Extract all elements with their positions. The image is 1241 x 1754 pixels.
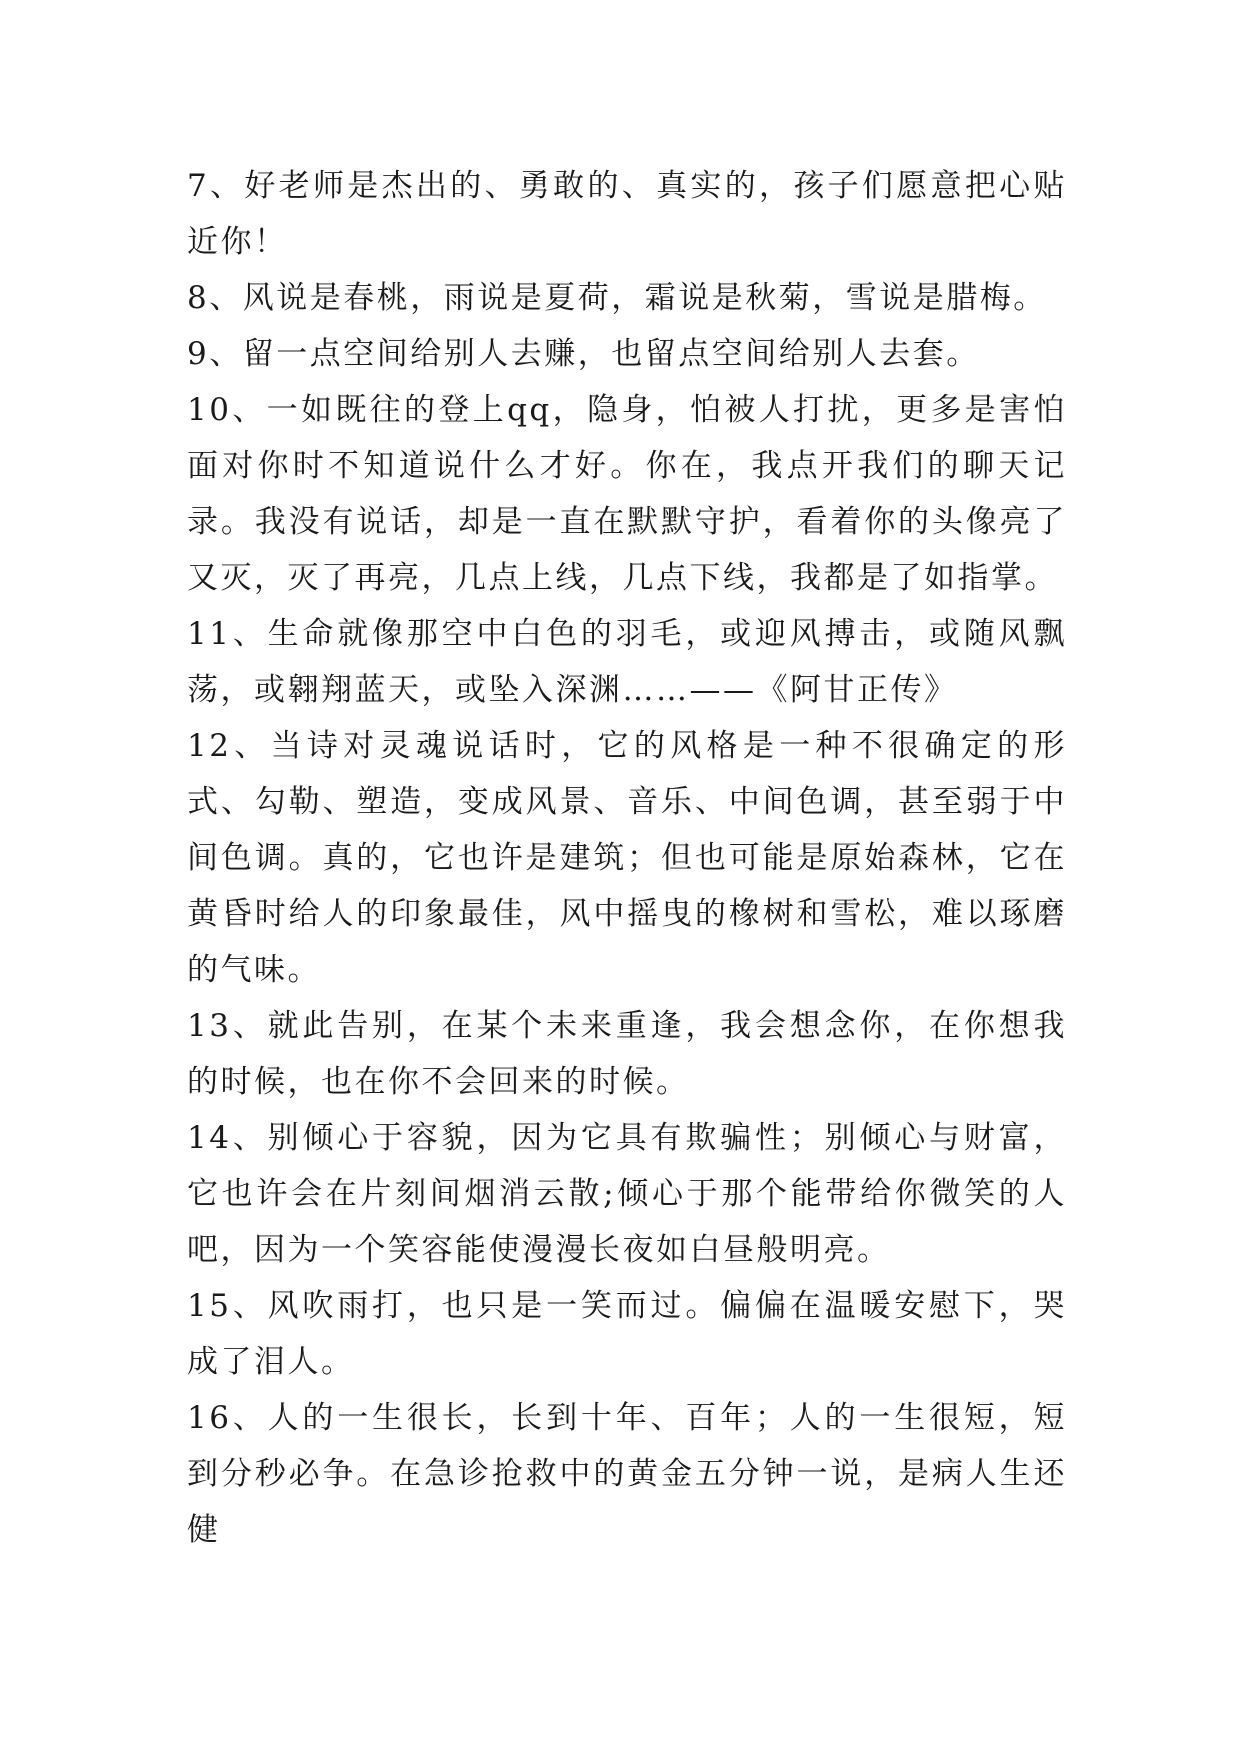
paragraph-15: 15、风吹雨打，也只是一笑而过。偏偏在温暖安慰下，哭成了泪人。: [187, 1288, 1067, 1380]
paragraph-9: 9、留一点空间给别人去赚，也留点空间给别人去套。: [187, 336, 980, 372]
paragraph-11: 11、生命就像那空中白色的羽毛，或迎风搏击，或随风飘荡，或翱翔蓝天，或坠入深渊……——《阿甘正传》: [187, 616, 1067, 708]
paragraph-7: 7、好老师是杰出的、勇敢的、真实的，孩子们愿意把心贴近你！: [187, 168, 1067, 260]
document-body: [187, 158, 1067, 1558]
paragraph-16: 16、人的一生很长，长到十年、百年；人的一生很短，短到分秒必争。在急诊抢救中的黄金五分钟一说，是病人生还健: [187, 1400, 1067, 1548]
paragraph-8: 8、风说是春桃，雨说是夏荷，霜说是秋菊，雪说是腊梅。: [187, 280, 1047, 316]
paragraph-13: 13、就此告别，在某个未来重逢，我会想念你，在你想我的时候，也在你不会回来的时候。: [187, 1008, 1067, 1100]
paragraph-12: 12、当诗对灵魂说话时，它的风格是一种不很确定的形式、勾勒、塑造，变成风景、音乐、中间色调，甚至弱于中间色调。真的，它也许是建筑；但也可能是原始森林，它在黄昏时给人的印象最佳，风中摇曳的橡树和雪松，难以琢磨的气味。: [187, 728, 1067, 988]
paragraph-14: 14、别倾心于容貌，因为它具有欺骗性；别倾心与财富，它也许会在片刻间烟消云散;倾心于那个能带给你微笑的人吧，因为一个笑容能使漫漫长夜如白昼般明亮。: [187, 1120, 1067, 1268]
paragraph-10: 10、一如既往的登上qq，隐身，怕被人打扰，更多是害怕面对你时不知道说什么才好。你在，我点开我们的聊天记录。我没有说话，却是一直在默默守护，看着你的头像亮了又灭，灭了再亮，几点上线，几点下线，我都是了如指掌。: [187, 392, 1067, 596]
